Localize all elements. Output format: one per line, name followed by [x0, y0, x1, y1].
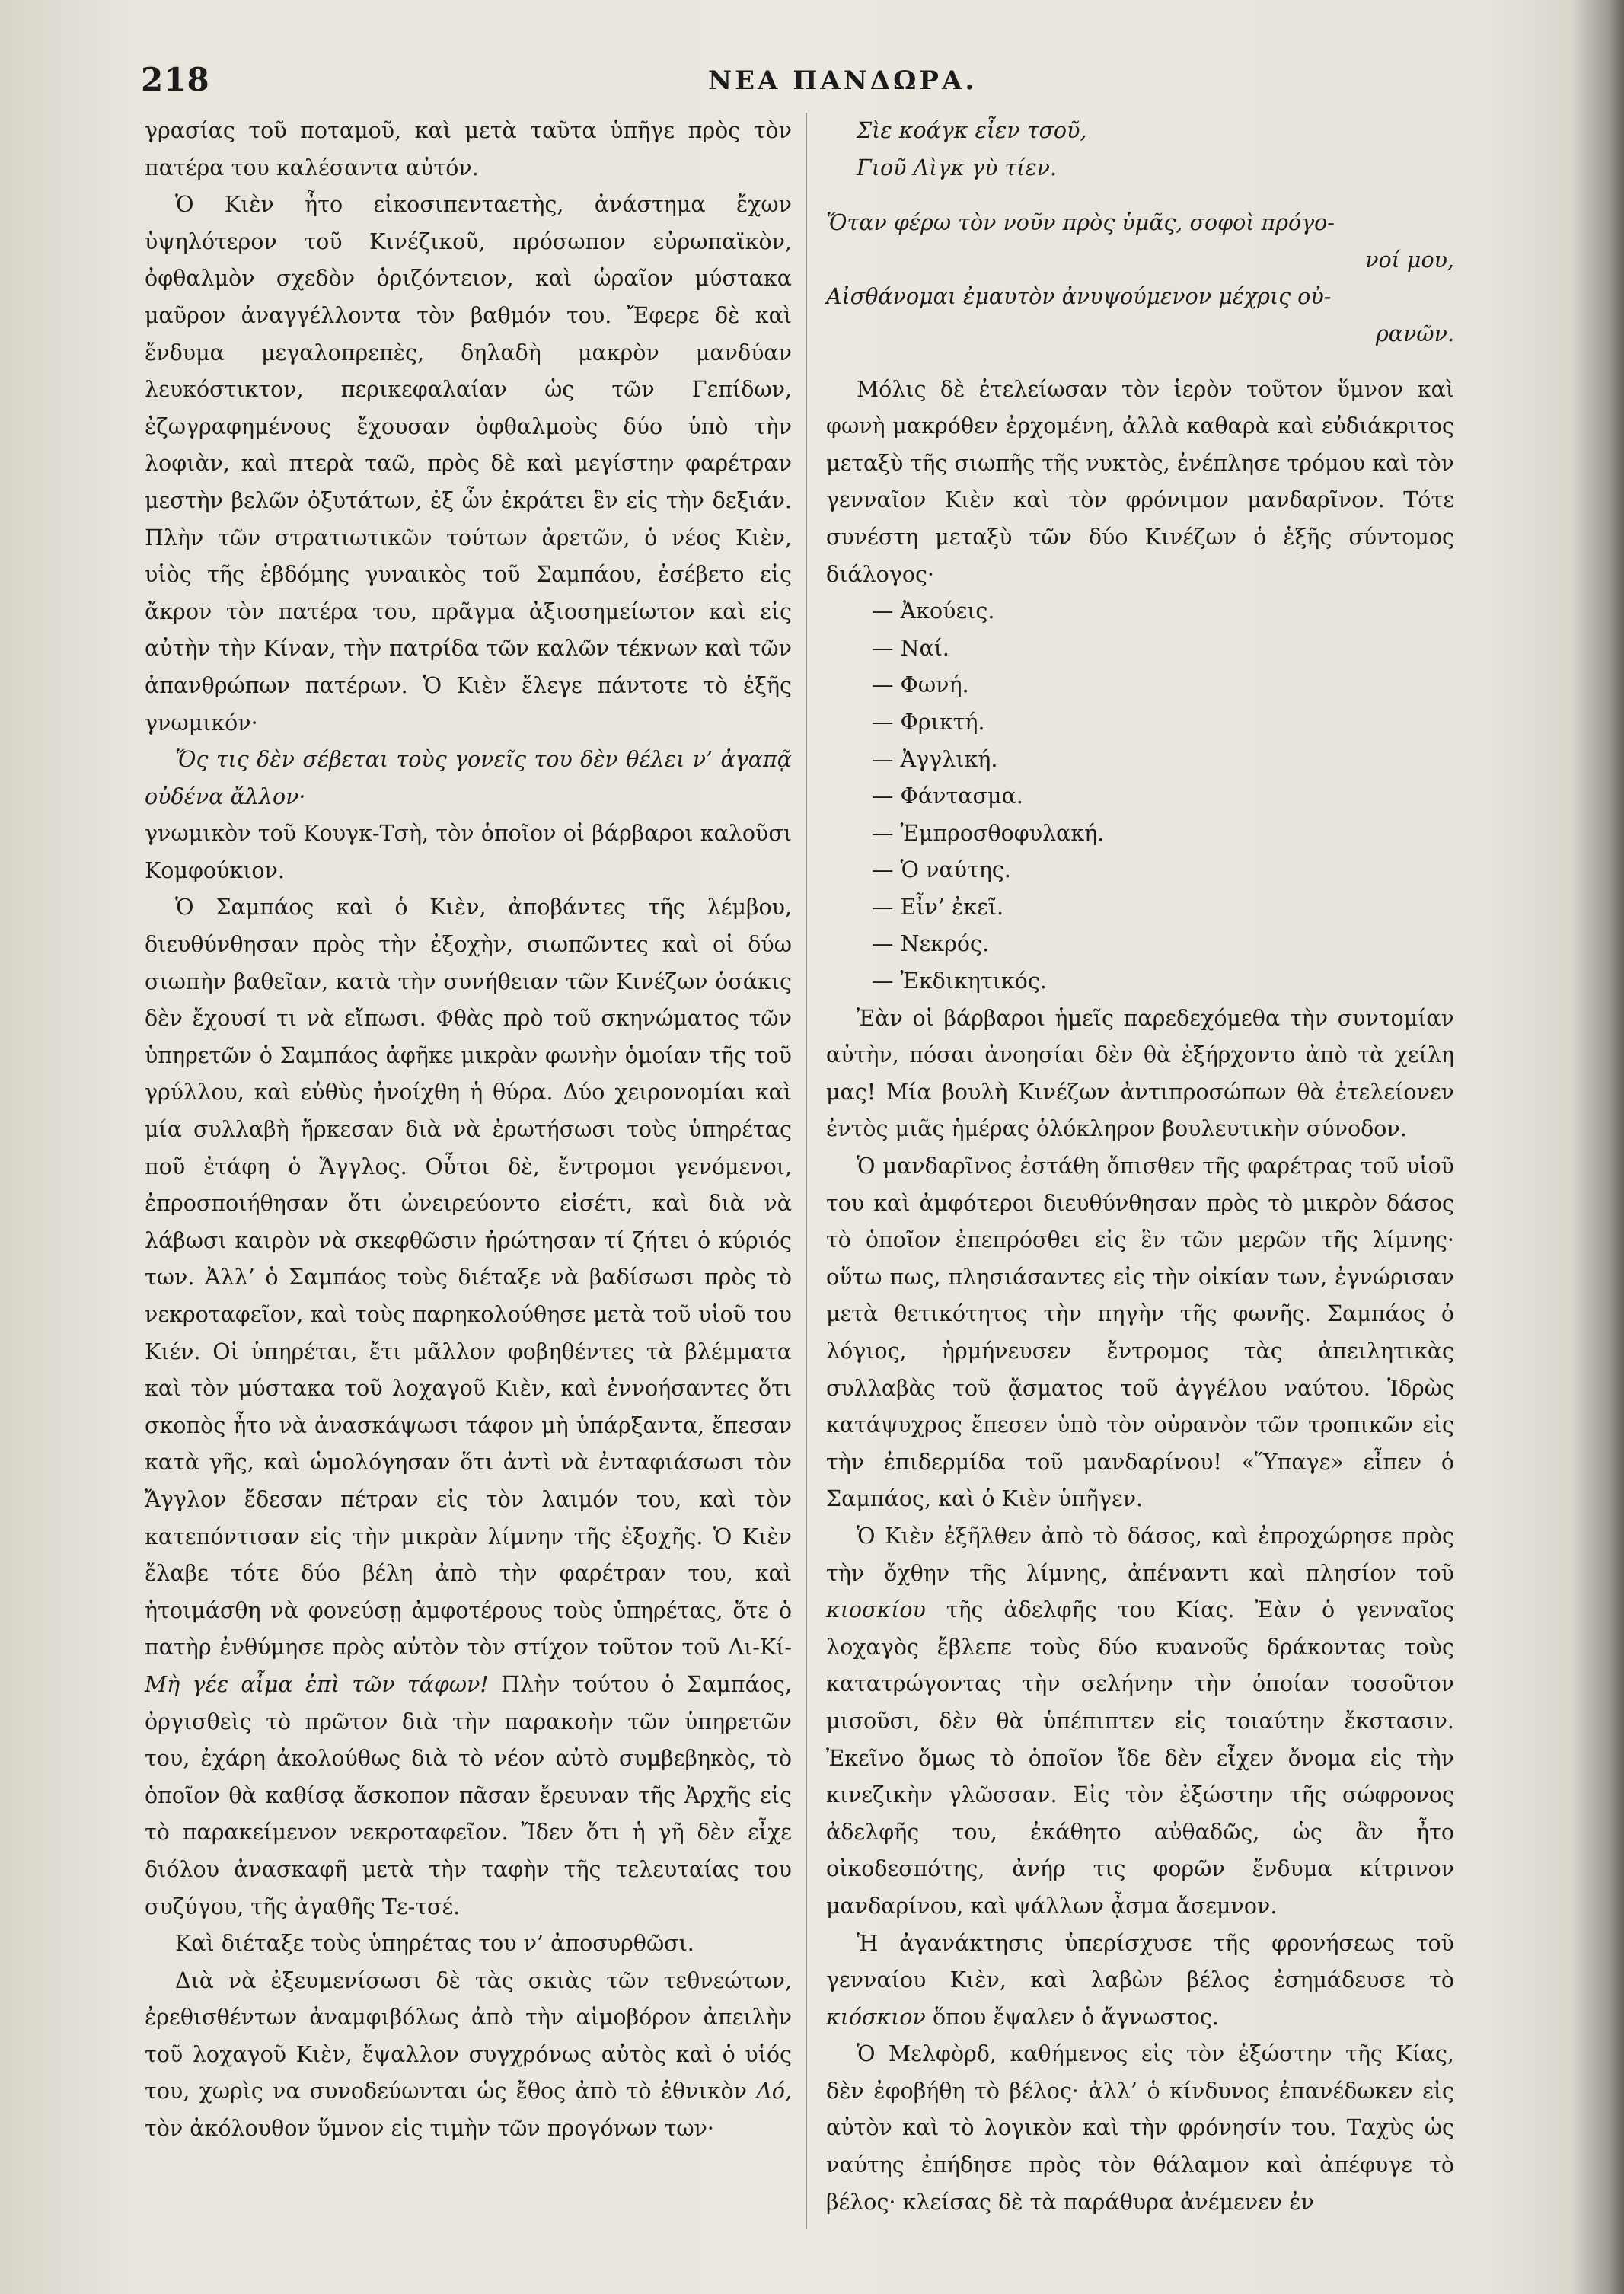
paragraph: Ὁ Κιὲν ἦτο εἰκοσιπενταετὴς, ἀνάστημα ἔχων ὑψηλότερον τοῦ Κινέζικοῦ, πρόσωπον εὐρωπαϊκὸν, ὀφθαλμὸν σχεδὸν ὁριζόντειον, καὶ ὡραῖον μύστακα μαῦρον ἀναγγέλλοντα τὸν βαθμόν του. Ἔφερε δὲ καὶ ἔνδυμα μεγαλοπρεπὲς, δηλαδὴ μακρὸν μανδύαν λευκόστικτον, περικεφαλαίαν ὡς τῶν Γεπίδων, ἐζωγραφημένους ἔχουσαν ὀφθαλμοὺς δύο ὑπὸ τὴν λοφιὰν, καὶ πτερὰ ταῶ, πρὸς δὲ καὶ μεγίστην φαρέτραν μεστὴν βελῶν ὀξυτάτων, ἐξ ὧν ἐκράτει ἓν εἰς τὴν δεξιάν. Πλὴν τῶν στρατιωτικῶν τούτων ἀρετῶν, ὁ νέος Κιὲν, υἱὸς τῆς ἑβδόμης γυναικὸς τοῦ Σαμπάου, ἐσέβετο εἰς ἄκρον τὸν πατέρα του, πρᾶγμα ἀξιοσημείωτον καὶ εἰς αὐτὴν τὴν Κίναν, τὴν πατρίδα τῶν καλῶν τέκνων καὶ τῶν ἀπανθρώπων πατέρων. Ὁ Κιὲν ἔλεγε πάντοτε τὸ ἑξῆς γνωμικόν·: [145, 192, 792, 735]
quotation: Ὅς τις δὲν σέβεται τοὺς γονεῖς του δὲν θέλει ν’ ἀγαπᾷ οὐδένα ἄλλον·: [145, 747, 792, 809]
dialogue-line: — Ὁ ναύτης.: [872, 857, 1011, 883]
dialogue-line: — Φωνή.: [872, 672, 969, 698]
paragraph: Καὶ διέταξε τοὺς ὑπηρέτας του ν’ ἀποσυρθῶσι.: [175, 1931, 694, 1957]
paragraph: [826, 1925, 1454, 2037]
verse-line: Ὅταν φέρω τὸν νοῦν πρὸς ὑμᾶς, σοφοὶ πρόγο-: [826, 210, 1335, 236]
dialogue-line: — Ἀγγλική.: [872, 746, 998, 772]
text-run: Ἡ ἀγανάκτησις ὑπερίσχυσε τῆς φρονήσεως τοῦ γενναίου Κιὲν, καὶ λαβὼν βέλος ἐσημάδευσε τὸ: [826, 1930, 1454, 1993]
paragraph: [145, 889, 792, 1925]
paragraph: Μόλις δὲ ἐτελείωσαν τὸν ἱερὸν τοῦτον ὕμνον καὶ φωνὴ μακρόθεν ἐρχομένη, ἀλλὰ καθαρὰ καὶ εὐδιάκριτος μεταξὺ τῆς σιωπῆς τῆς νυκτὸς, ἐνέπλησε τρόμου καὶ τὸν γενναῖον Κιὲν καὶ τὸν φρόνιμον μανδαρῖνον. Τότε συνέστη μεταξὺ τῶν δύο Κινέζων ὁ ἑξῆς σύντομος διάλογος·: [826, 376, 1454, 587]
dialogue-line: — Ἐμπροσθοφυλακή.: [872, 820, 1105, 846]
italic-term: κιόσκιον: [826, 2004, 926, 2030]
paragraph: Ὁ Μελφὸρδ, καθήμενος εἰς τὸν ἐξώστην τῆς Κίας, δὲν ἐφοβήθη τὸ βέλος· ἀλλ’ ὁ κίνδυνος ἐπανέδωκεν εἰς αὐτὸν καὶ τὸ λογικὸν καὶ τὴν φρόνησίν του. Ταχὺς ὡς ναύτης ἐπήδησε πρὸς τὸν θάλαμον καὶ ἀπέφυγε τὸ βέλος· κλείσας δὲ τὰ παράθυρα ἀνέμενεν ἐν: [826, 2041, 1454, 2215]
italic-term: Λό,: [756, 2079, 793, 2104]
verse-line: ρανῶν.: [1376, 321, 1454, 346]
text-run: τῆς ἀδελφῆς του Κίας. Ἐὰν ὁ γενναῖος λοχαγὸς ἔβλεπε τοὺς δύο κυανοῦς δράκοντας τοὺς κατατρώγοντας τὴν σελήνην τὴν ὁποίαν τοσοῦτον μισοῦσι, δὲν θὰ ὑπέπιπτεν εἰς τοιαύτην ἔκστασιν. Ἐκεῖνο ὅμως τὸ ὁποῖον ἴδε δὲν εἶχεν ὄνομα εἰς τὴν κινεζικὴν γλῶσσαν. Εἰς τὸν ἐξώστην τῆς σώφρονος ἀδελφῆς του, ἐκάθητο αὐθαδῶς, ὡς ἂν ἦτο οἰκοδεσπότης, ἀνήρ τις φορῶν ἔνδυμα κίτρινον μανδαρίνου, καὶ ψάλλων ᾆσμα ἄσεμνον.: [826, 1597, 1454, 1919]
dialogue-line: — Νεκρός.: [872, 931, 990, 957]
paragraph: γνωμικὸν τοῦ Κουγκ-Τσὴ, τὸν ὁποῖον οἱ βάρβαροι καλοῦσι Κομφούκιον.: [145, 821, 792, 883]
dialogue-line: — Ναί.: [872, 635, 949, 661]
hymn-verse: [826, 113, 1454, 353]
text-run: Ὁ Κιὲν ἐξῆλθεν ἀπὸ τὸ δάσος, καὶ ἐπροχώρησε πρὸς τὴν ὄχθην τῆς λίμνης, ἀπέναντι καὶ πλησίον τοῦ: [826, 1523, 1454, 1586]
paragraph: γρασίας τοῦ ποταμοῦ, καὶ μετὰ ταῦτα ὑπῆγε πρὸς τὸν πατέρα του καλέσαντα αὐτόν.: [145, 118, 792, 180]
paragraph: Ἐὰν οἱ βάρβαροι ἡμεῖς παρεδεχόμεθα τὴν συντομίαν αὐτὴν, πόσαι ἀνοησίαι δὲν θὰ ἐξήρχοντο ἀπὸ τὰ χείλη μας! Μία βουλὴ Κινέζων ἀντιπροσώπων θὰ ἐτελείονεν ἐντὸς μιᾶς ἡμέρας ὁλόκληρον βουλευτικὴν σύνοδον.: [826, 1005, 1454, 1142]
italic-quote: Μὴ γέε αἷμα ἐπὶ τῶν τάφων!: [145, 1671, 489, 1697]
text-run: Ὁ Σαμπάος καὶ ὁ Κιὲν, ἀποβάντες τῆς λέμβου, διευθύνθησαν πρὸς τὴν ἐξοχὴν, σιωπῶντες καὶ οἱ δύω σιωπὴν βαθεῖαν, κατὰ τὴν συνήθειαν τῶν Κινέζων ὁσάκις δὲν ἔχουσί τι νὰ εἴπωσι. Φθὰς πρὸ τοῦ σκηνώματος τῶν ὑπηρετῶν ὁ Σαμπάος ἀφῆκε μικρὰν φωνὴν ὁμοίαν τῆς τοῦ γρύλλου, καὶ εὐθὺς ἠνοίχθη ἡ θύρα. Δύο χειρονομίαι καὶ μία συλλαβὴ ἤρκεσαν διὰ νὰ ἐρωτήσωσι τοὺς ὑπηρέτας ποῦ ἐτάφη ὁ Ἄγγλος. Οὗτοι δὲ, ἔντρομοι γενόμενοι, ἐπροσποιήθησαν ὅτι ὠνειρεύοντο εἰσέτι, καὶ διὰ νὰ λάβωσι καιρὸν νὰ σκεφθῶσιν ἠρώτησαν τί ζήτει ὁ κύριός των. Ἀλλ’ ὁ Σαμπάος τοὺς διέταξε νὰ βαδίσωσι πρὸς τὸ νεκροταφεῖον, καὶ τοὺς παρηκολούθησε μετὰ τοῦ υἱοῦ του Κιέν. Οἱ ὑπηρέται, ἔτι μᾶλλον φοβηθέντες τὰ βλέμματα καὶ τὸν μύστακα τοῦ λοχαγοῦ Κιὲν, καὶ ἐννοήσαντες ὅτι σκοπὸς ἦτο νὰ ἀνασκάψωσι τάφον μὴ ὑπάρξαντα, ἔπεσαν κατὰ γῆς, καὶ ὡμολόγησαν ὅτι ἀντὶ νὰ ἐνταφιάσωσι τὸν Ἄγγλον ἔδεσαν πέτραν εἰς τὸν λαιμόν του, καὶ τὸν κατεπόντισαν εἰς τὴν μικρὰν λίμνην τῆς ἐξοχῆς. Ὁ Κιὲν ἔλαβε τότε δύο βέλη ἀπὸ τὴν φαρέτραν του, καὶ ἡτοιμάσθη νὰ φονεύσῃ ἀμφοτέρους τοὺς ὑπηρέτας, ὅτε ὁ πατὴρ ἐνθύμησε πρὸς αὐτὸν τὸν στίχον τοῦτον τοῦ Λι-Κί-: [145, 895, 792, 1661]
paragraph: [145, 1963, 792, 2148]
dialogue-line: — Ἐκδικητικός.: [872, 968, 1047, 994]
column-divider: [806, 113, 807, 2229]
text-run: Διὰ νὰ ἐξευμενίσωσι δὲ τὰς σκιὰς τῶν τεθνεώτων, ἐρεθισθέντων ἀναμφιβόλως ἀπὸ τὴν αἱμοβόρον ἀπειλὴν τοῦ λοχαγοῦ Κιὲν, ἔψαλλον συγχρόνως αὐτὸς καὶ ὁ υἱός του, χωρὶς να συνοδεύωνται ὡς ἔθος ἀπὸ τὸ ἐθνικὸν: [145, 1967, 792, 2104]
italic-term: κιοσκίου: [826, 1597, 926, 1623]
dialogue-line: — Φρικτή.: [872, 709, 985, 735]
text-run: τὸν ἀκόλουθον ὕμνον εἰς τιμὴν τῶν προγόνων των·: [145, 2116, 714, 2142]
dialogue: [826, 593, 1454, 1000]
verse-line: Σὶε κοάγκ εἶεν τσοῦ,: [857, 118, 1087, 143]
dialogue-line: — Ἀκούεις.: [872, 598, 995, 624]
dialogue-line: — Φάντασμα.: [872, 783, 1023, 809]
paragraph: [826, 1518, 1454, 1925]
left-column: [145, 113, 792, 2148]
paragraph: Ὁ μανδαρῖνος ἐστάθη ὄπισθεν τῆς φαρέτρας τοῦ υἱοῦ του καὶ ἀμφότεροι διευθύνθησαν πρὸς τὸ μικρὸν δάσος τὸ ὁποῖον ἐπεπρόσθει εἰς ἓν τῶν μερῶν τῆς λίμνης· οὕτω πως, πλησιάσαντες εἰς τὴν οἰκίαν των, ἐγνώρισαν μετὰ θετικότητος τὴν πηγὴν τῆς φωνῆς. Σαμπάος ὁ λόγιος, ἡρμήνευσεν ἔντρομος τὰς ἀπειλητικὰς συλλαβὰς τοῦ ᾄσματος τοῦ ἀγγέλου ναύτου. Ἱδρὼς κατάψυχρος ἔπεσεν ὑπὸ τὸν οὐρανὸν τῶν τροπικῶν εἰς τὴν ἐπιδερμίδα τοῦ μανδαρίνου! «Ὕπαγε» εἶπεν ὁ Σαμπάος, καὶ ὁ Κιὲν ὑπῆγεν.: [826, 1153, 1454, 1512]
verse-line: νοί μου,: [1365, 247, 1454, 273]
page-header: [129, 53, 1576, 99]
page-edge-shadow: [1571, 0, 1624, 2294]
page-number: 218: [141, 61, 210, 98]
dialogue-line: — Εἶν’ ἐκεῖ.: [872, 894, 1004, 920]
verse-line: Αἰσθάνομαι ἐμαυτὸν ἀνυψούμενον μέχρις οὐ-: [826, 284, 1332, 310]
text-run: Πλὴν τούτου ὁ Σαμπάος, ὀργισθεὶς τὸ πρῶτον διὰ τὴν παρακοὴν τῶν ὑπηρετῶν του, ἐχάρη ἀκολούθως διὰ τὸ νέον αὐτὸ συμβεβηκὸς, τὸ ὁποῖον θὰ καθίσᾳ ἄσκοπον πᾶσαν ἔρευναν τῆς Ἀρχῆς εἰς τὸ παρακείμενον νεκροταφεῖον. Ἴδεν ὅτι ἡ γῆ δὲν εἶχε διόλου ἀνασκαφῆ μετὰ τὴν ταφὴν τῆς τελευταίας του συζύγου, τῆς ἀγαθῆς Τε-τσέ.: [145, 1671, 792, 1919]
verse-line: Γιοῦ Λὶγκ γὺ τίεν.: [857, 155, 1058, 180]
running-title: ΝΕΑ ΠΑΝΔΩΡΑ.: [708, 65, 978, 96]
text-run: ὅπου ἔψαλεν ὁ ἄγνωστος.: [932, 2004, 1219, 2030]
right-column: [826, 113, 1454, 2221]
